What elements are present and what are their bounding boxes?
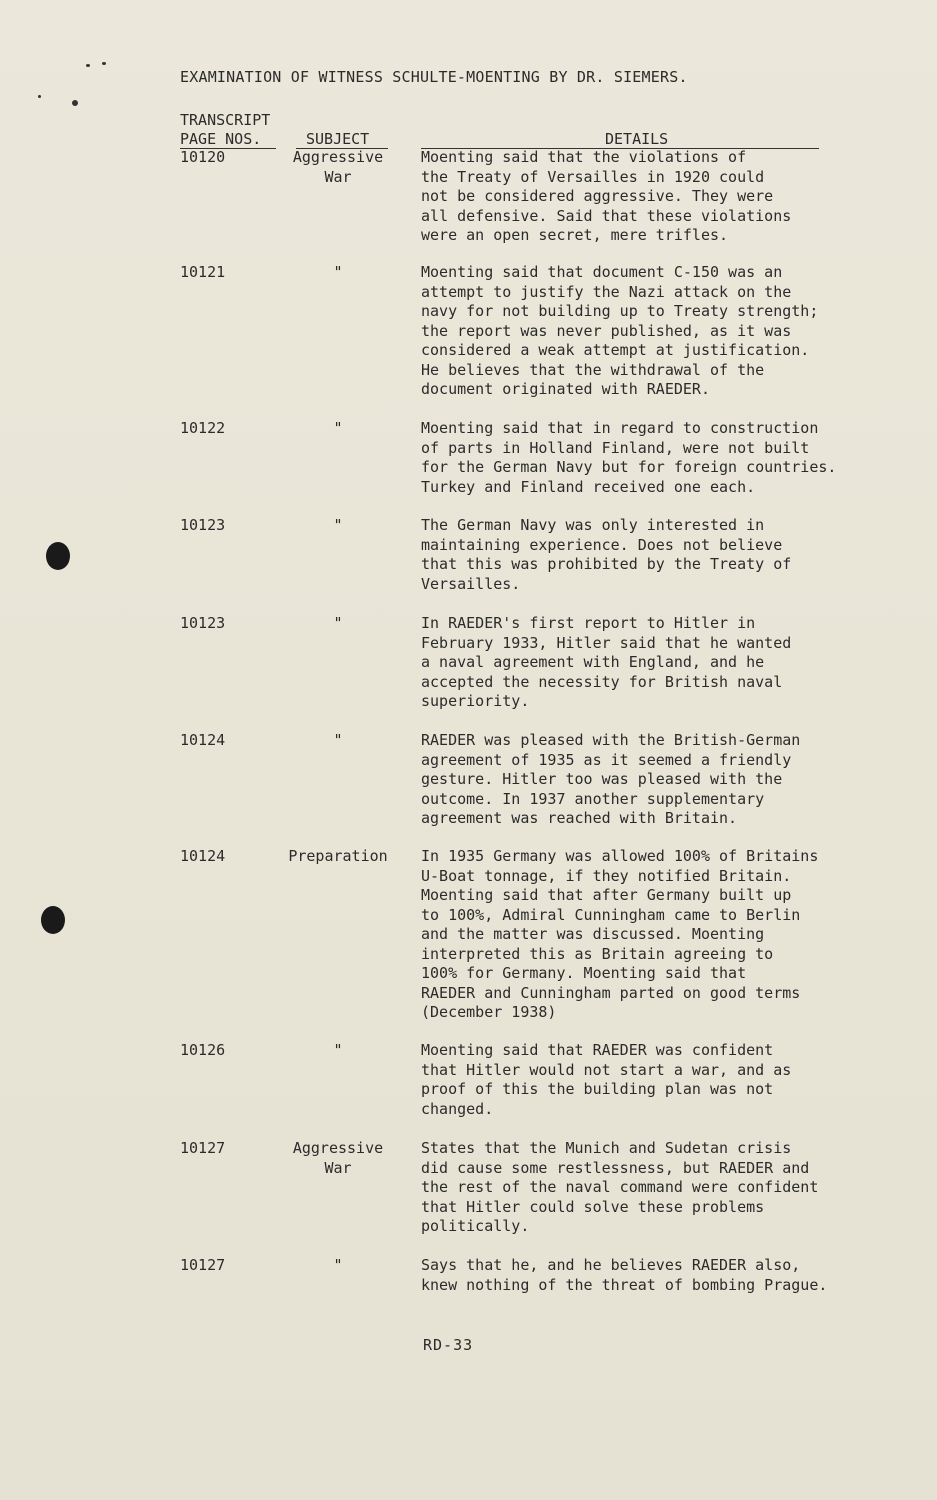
entry-page-number: 10121 <box>180 263 226 281</box>
speck <box>38 95 41 98</box>
entry-page-number: 10120 <box>180 148 226 166</box>
header-details: DETAILS <box>605 130 669 148</box>
entry-details: In 1935 Germany was allowed 100% of Britains U-Boat tonnage, if they notified Britain. Moenting said that after Germany built up to 100%, Admiral Cunningham came to Berlin and the matter was discussed. Moenting interpreted this as Britain agreeing to 100% for Germany. Moenting said that RAEDER and Cunningham parted on good terms (December 1938) <box>421 847 819 1021</box>
punch-hole-top <box>46 542 70 570</box>
header-subject: SUBJECT <box>306 130 370 148</box>
header-page-nos-line2: PAGE NOS. <box>180 130 262 148</box>
entry-details: RAEDER was pleased with the British-German agreement of 1935 as it seemed a friendly gesture. Hitler too was pleased with the outcome. In 1937 another supplementary agreement was reached with Britain. <box>421 731 801 827</box>
entry-details: In RAEDER's first report to Hitler in February 1933, Hitler said that he wanted a naval agreement with England, and he accepted the necessity for British naval superiority. <box>421 614 792 710</box>
entry-subject: Preparation <box>288 847 388 865</box>
entry-page-number: 10127 <box>180 1256 226 1274</box>
entry-page-number: 10126 <box>180 1041 226 1059</box>
entry-subject: " <box>333 263 343 281</box>
speck <box>72 100 78 106</box>
entry-page-number: 10123 <box>180 516 226 534</box>
header-page-nos-line1: TRANSCRIPT <box>180 111 271 129</box>
entry-details: Says that he, and he believes RAEDER also, knew nothing of the threat of bombing Prague. <box>421 1256 828 1294</box>
entry-details: States that the Munich and Sudetan crisis did cause some restlessness, but RAEDER and the rest of the naval command were confident that Hitler could solve these problems politically. <box>421 1139 819 1235</box>
entry-subject: " <box>333 419 343 437</box>
punch-hole-bottom <box>41 906 65 934</box>
entry-details: Moenting said that RAEDER was confident that Hitler would not start a war, and as proof of this the building plan was not changed. <box>421 1041 792 1118</box>
entry-page-number: 10124 <box>180 847 226 865</box>
entry-details: The German Navy was only interested in maintaining experience. Does not believe that this was prohibited by the Treaty of Versailles. <box>421 516 792 593</box>
entry-subject: Aggressive War <box>292 148 384 186</box>
entry-details: Moenting said that in regard to construction of parts in Holland Finland, were not built for the German Navy but for foreign countries. Turkey and Finland received one each. <box>421 419 837 496</box>
entry-page-number: 10123 <box>180 614 226 632</box>
entry-details: Moenting said that the violations of the Treaty of Versailles in 1920 could not be considered aggressive. They were all defensive. Said that these violations were an open secret, mere trifles. <box>421 148 792 244</box>
entry-page-number: 10124 <box>180 731 226 749</box>
entry-subject: " <box>333 731 343 749</box>
entry-subject: Aggressive War <box>292 1139 384 1177</box>
entry-subject: " <box>333 1256 343 1274</box>
entry-subject: " <box>333 516 343 534</box>
entry-subject: " <box>333 614 343 632</box>
entry-subject: " <box>333 1041 343 1059</box>
page-identifier: RD-33 <box>423 1336 474 1354</box>
speck <box>102 62 106 65</box>
entry-page-number: 10122 <box>180 419 226 437</box>
document-title: EXAMINATION OF WITNESS SCHULTE-MOENTING BY DR. SIEMERS. <box>180 68 688 86</box>
entry-details: Moenting said that document C-150 was an attempt to justify the Nazi attack on the navy for not building up to Treaty strength; the report was never published, as it was considered a weak attempt at justification. He believes that the withdrawal of the document originated with RAEDER. <box>421 263 819 398</box>
entry-page-number: 10127 <box>180 1139 226 1157</box>
speck <box>86 64 90 67</box>
